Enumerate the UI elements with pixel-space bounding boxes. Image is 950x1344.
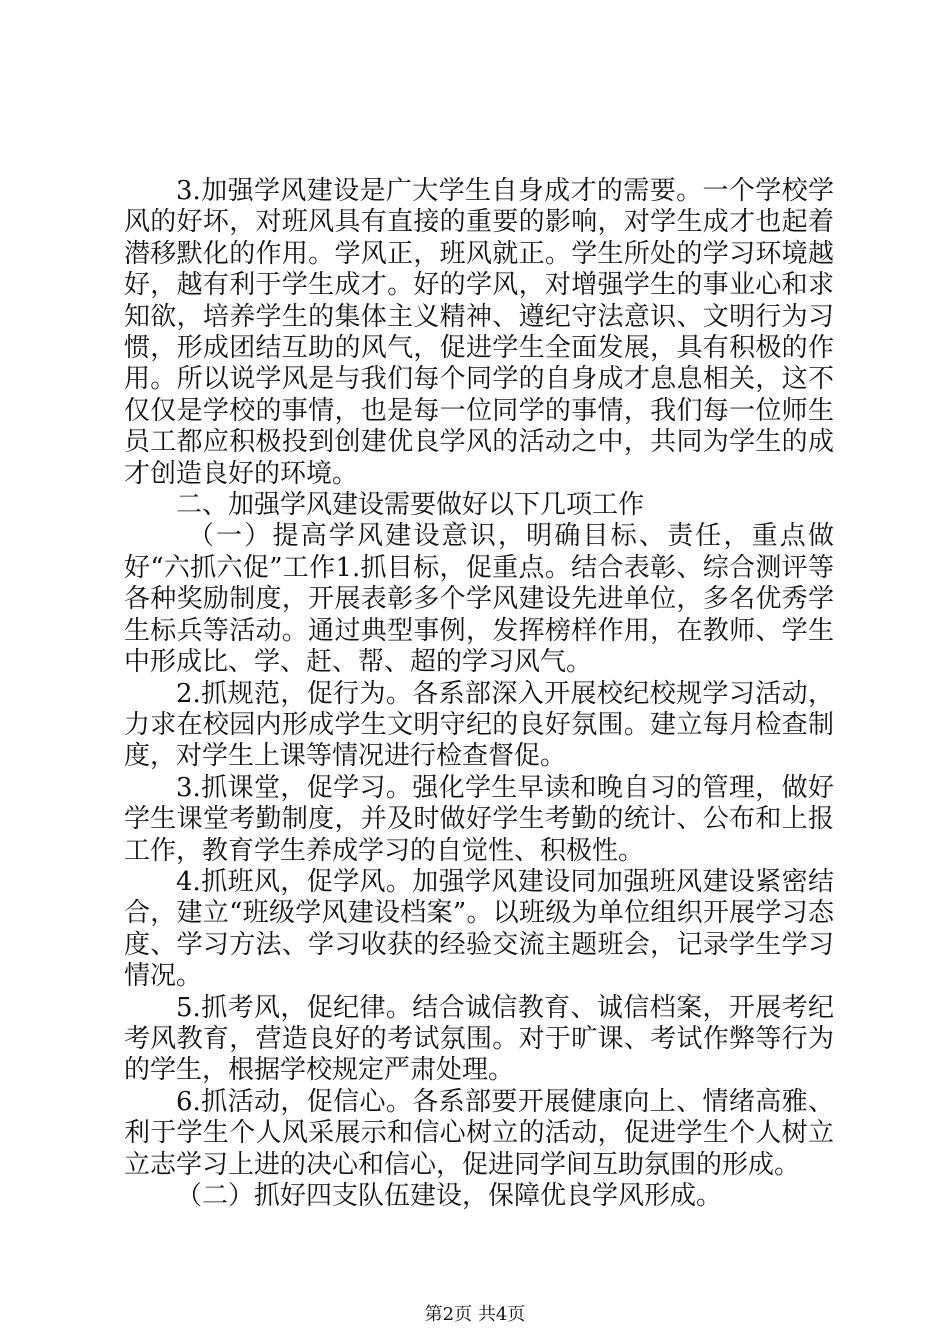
page-number-footer: 第2页 共4页	[424, 1304, 526, 1325]
document-body	[124, 176, 834, 1212]
paragraph-item-4: 4.抓班风，促学风。加强学风建设同加强班风建设紧密结合，建立“班级学风建设档案”。以班级为单位组织开展学习态度、学习方法、学习收获的经验交流主题班会，记录学生学习情况。	[124, 866, 834, 992]
paragraph-item-6: 6.抓活动，促信心。各系部要开展健康向上、情绪高雅、利于学生个人风采展示和信心树立的活动，促进学生个人树立立志学习上进的决心和信心，促进同学间互助氛围的形成。	[124, 1086, 834, 1180]
paragraph-item-5: 5.抓考风，促纪律。结合诚信教育、诚信档案，开展考纪考风教育，营造良好的考试氛围。对于旷课、考试作弊等行为的学生，根据学校规定严肃处理。	[124, 992, 834, 1086]
paragraph-subsection-one: （一）提高学风建设意识，明确目标、责任，重点做好“六抓六促”工作1.抓目标，促重点。结合表彰、综合测评等各种奖励制度，开展表彰多个学风建设先进单位，多名优秀学生标兵等活动。通过典型事例，发挥榜样作用，在教师、学生中形成比、学、赶、帮、超的学习风气。	[124, 521, 834, 678]
section-heading-two: 二、加强学风建设需要做好以下几项工作	[176, 490, 645, 521]
paragraph-item-3: 3.抓课堂，促学习。强化学生早读和晚自习的管理，做好学生课堂考勤制度，并及时做好学生考勤的统计、公布和上报工作，教育学生养成学习的自觉性、积极性。	[124, 772, 834, 866]
paragraph-subsection-two: （二）抓好四支队伍建设，保障优良学风形成。	[176, 1181, 723, 1211]
paragraph-item-2: 2.抓规范，促行为。各系部深入开展校纪校规学习活动，力求在校园内形成学生文明守纪的良好氛围。建立每月检查制度，对学生上课等情况进行检查督促。	[124, 678, 834, 772]
paragraph-study-style-importance: 3.加强学风建设是广大学生自身成才的需要。一个学校学风的好坏，对班风具有直接的重要的影响，对学生成才也起着潜移默化的作用。学风正，班风就正。学生所处的学习环境越好，越有利于学生成才。好的学风，对增强学生的事业心和求知欲，培养学生的集体主义精神、遵纪守法意识、文明行为习惯，形成团结互助的风气，促进学生全面发展，具有积极的作用。所以说学风是与我们每个同学的自身成才息息相关，这不仅仅是学校的事情，也是每一位同学的事情，我们每一位师生员工都应积极投到创建优良学风的活动之中，共同为学生的成才创造良好的环境。	[124, 176, 834, 489]
